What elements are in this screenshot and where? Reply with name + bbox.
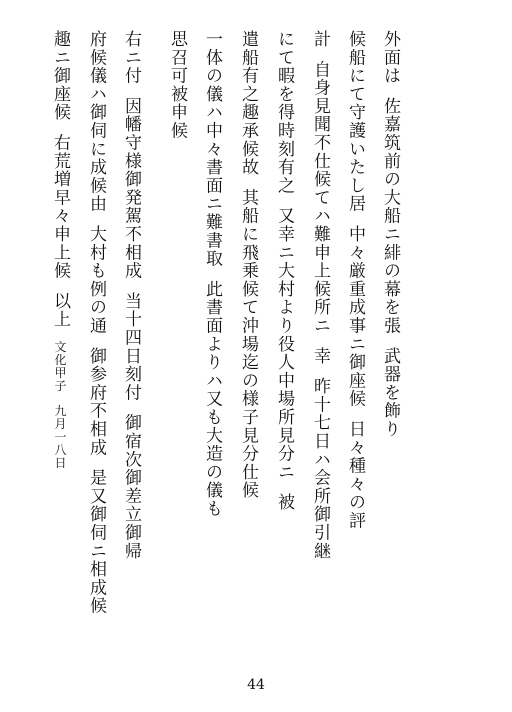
word-gap: [131, 280, 132, 292]
word-gap: [355, 408, 356, 420]
word-gap: [131, 402, 132, 414]
text-column-4: [272, 30, 296, 610]
text-segment: 大村も例の通: [86, 225, 106, 335]
text-segment: 幸: [310, 346, 330, 366]
text-segment: 中々厳重成事ニ御座候: [345, 225, 365, 408]
text-segment: 遣船有之趣承候故: [238, 30, 258, 177]
text-segment: 日々種々の評: [345, 420, 365, 530]
text-segment: 御参府不相成: [86, 346, 106, 457]
text-segment: 計: [310, 30, 330, 49]
text-segment: 是又御伺ニ相成候: [86, 468, 106, 616]
text-column-1: [378, 30, 402, 610]
word-gap: [248, 176, 249, 188]
text-segment: 御宿次御差立御帰: [121, 413, 141, 561]
word-gap: [212, 268, 213, 280]
text-segment: 佐嘉筑前の大船ニ緋の幕を張: [380, 96, 400, 335]
word-gap: [284, 195, 285, 207]
word-gap: [60, 280, 61, 292]
page-number: 44: [247, 677, 265, 693]
text-segment: 当十四日刻付: [121, 291, 141, 402]
word-gap: [390, 335, 391, 347]
text-column-9: [84, 30, 108, 616]
text-column-10: [48, 30, 72, 610]
text-column-5: [236, 30, 260, 610]
word-gap: [390, 85, 391, 97]
text-segment: 又幸ニ大村より役人中場所見分ニ: [274, 206, 294, 482]
word-gap: [320, 365, 321, 377]
word-gap: [320, 48, 321, 60]
text-segment: 右荒増早々申上候: [50, 133, 70, 280]
word-gap: [284, 481, 285, 493]
text-column-6: [200, 30, 224, 610]
text-segment: 被: [274, 493, 294, 512]
word-gap: [60, 122, 61, 134]
text-segment: 府候儀ハ御伺に成候由: [86, 30, 106, 213]
text-segment: 以上: [50, 291, 70, 329]
text-column-3: [308, 30, 332, 610]
text-segment: 外面は: [380, 30, 400, 85]
text-segment: 趣ニ御座候: [50, 30, 70, 122]
text-segment: 因幡守様御発駕不相成: [121, 96, 141, 280]
text-segment: 候船にて守護いたし居: [345, 30, 365, 213]
text-segment: 思召可被申候: [167, 30, 187, 140]
text-segment: 昨十七日ハ会所御引継: [310, 377, 330, 561]
word-gap: [355, 213, 356, 225]
word-gap: [60, 393, 61, 405]
date-annotation: 九月一八日: [53, 404, 67, 470]
text-column-8: [119, 30, 143, 610]
text-column-7: [165, 30, 189, 610]
text-segment: 其船に飛乗候て沖場迄の様子見分仕候: [238, 188, 258, 500]
word-gap: [96, 335, 97, 347]
word-gap: [60, 329, 61, 341]
date-annotation: 文化甲子: [53, 340, 67, 393]
text-column-2: [343, 30, 367, 610]
text-segment: にて暇を得時刻有之: [274, 30, 294, 195]
word-gap: [320, 335, 321, 347]
text-segment: 武器を飾り: [380, 346, 400, 439]
word-gap: [96, 213, 97, 225]
text-segment: 一体の儀ハ中々書面ニ難書取: [202, 30, 222, 268]
text-segment: 自身見聞不仕候てハ難申上候所ニ: [310, 60, 330, 335]
word-gap: [96, 457, 97, 469]
text-segment: 此書面よりハ又も大造の儀も: [202, 279, 222, 518]
word-gap: [131, 85, 132, 97]
text-segment: 右ニ付: [121, 30, 141, 85]
